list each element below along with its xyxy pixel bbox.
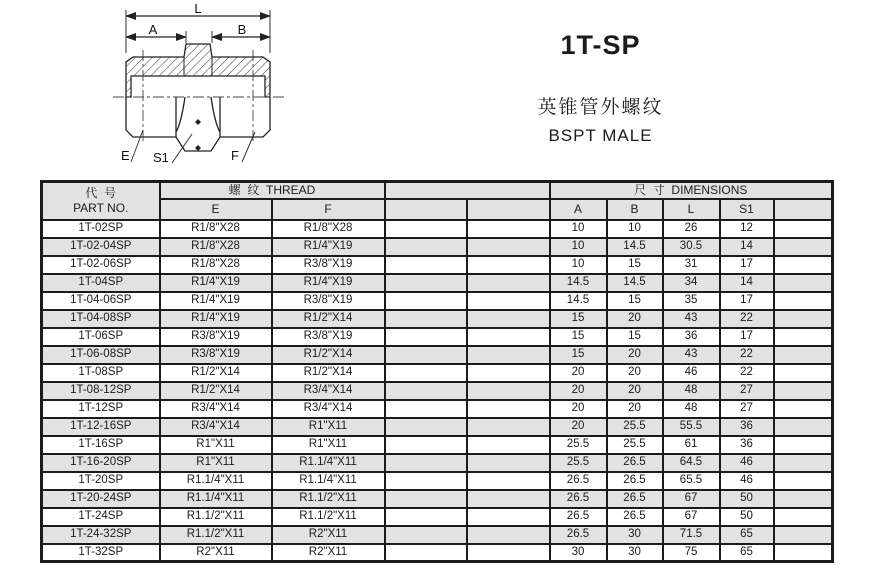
cell-part_no: 1T-12SP <box>42 400 160 418</box>
cell-s1: 22 <box>720 346 774 364</box>
cell-thread_f: R1/4"X19 <box>272 274 385 292</box>
cell-thread_e: R1"X11 <box>160 436 272 454</box>
cell-thread_e: R3/4"X14 <box>160 400 272 418</box>
cell-part_no: 1T-02SP <box>42 220 160 238</box>
cell-thread_f: R1"X11 <box>272 418 385 436</box>
cell-b: 25.5 <box>607 418 663 436</box>
empty-cell <box>467 220 550 238</box>
empty-cell <box>467 544 550 562</box>
empty-cell <box>774 508 833 526</box>
empty-cell <box>774 256 833 274</box>
cell-thread_f: R1/4"X19 <box>272 238 385 256</box>
cell-a: 15 <box>550 310 607 328</box>
column-header-A: A <box>550 199 607 220</box>
cell-thread_f: R3/4"X14 <box>272 400 385 418</box>
empty-cell <box>467 508 550 526</box>
cell-s1: 46 <box>720 454 774 472</box>
column-group-blank <box>385 182 550 199</box>
empty-cell <box>467 346 550 364</box>
title-block <box>453 30 748 146</box>
cell-l: 36 <box>663 328 720 346</box>
empty-cell <box>774 418 833 436</box>
cell-a: 15 <box>550 328 607 346</box>
empty-cell <box>385 508 467 526</box>
empty-cell <box>467 310 550 328</box>
cell-part_no: 1T-02-06SP <box>42 256 160 274</box>
cell-b: 20 <box>607 310 663 328</box>
empty-cell <box>774 364 833 382</box>
cell-a: 26.5 <box>550 526 607 544</box>
cell-thread_f: R1.1/2"X11 <box>272 490 385 508</box>
column-header-part-no <box>42 182 160 220</box>
cell-a: 10 <box>550 256 607 274</box>
cell-a: 20 <box>550 400 607 418</box>
table-row <box>42 310 833 328</box>
empty-cell <box>467 274 550 292</box>
cell-thread_e: R1.1/4"X11 <box>160 472 272 490</box>
empty-cell <box>385 400 467 418</box>
cell-s1: 27 <box>720 382 774 400</box>
cell-thread_f: R2"X11 <box>272 526 385 544</box>
empty-cell <box>385 310 467 328</box>
cell-a: 25.5 <box>550 454 607 472</box>
cell-thread_e: R1.1/2"X11 <box>160 526 272 544</box>
cell-b: 14.5 <box>607 274 663 292</box>
cell-part_no: 1T-08-12SP <box>42 382 160 400</box>
empty-cell <box>385 364 467 382</box>
table-row <box>42 220 833 238</box>
cell-thread_f: R2"X11 <box>272 544 385 562</box>
table-row <box>42 364 833 382</box>
cell-a: 25.5 <box>550 436 607 454</box>
cell-s1: 50 <box>720 508 774 526</box>
cell-a: 10 <box>550 220 607 238</box>
empty-cell <box>467 472 550 490</box>
empty-cell <box>467 526 550 544</box>
cell-a: 20 <box>550 364 607 382</box>
cell-part_no: 1T-08SP <box>42 364 160 382</box>
subtitle-english: BSPT MALE <box>548 126 653 145</box>
table-row <box>42 508 833 526</box>
cell-l: 34 <box>663 274 720 292</box>
cell-thread_e: R1/2"X14 <box>160 364 272 382</box>
empty-cell <box>774 400 833 418</box>
cell-part_no: 1T-02-04SP <box>42 238 160 256</box>
product-code: 1T-SP <box>560 30 641 60</box>
cell-l: 67 <box>663 490 720 508</box>
cell-thread_e: R1/4"X19 <box>160 292 272 310</box>
empty-cell <box>774 436 833 454</box>
cell-a: 26.5 <box>550 508 607 526</box>
cell-thread_e: R1/8"X28 <box>160 220 272 238</box>
cell-thread_e: R3/8"X19 <box>160 328 272 346</box>
empty-cell <box>385 472 467 490</box>
column-header-blank-2 <box>467 199 550 220</box>
empty-cell <box>467 400 550 418</box>
cell-a: 26.5 <box>550 490 607 508</box>
cell-a: 15 <box>550 346 607 364</box>
table-row <box>42 526 833 544</box>
empty-cell <box>774 220 833 238</box>
cell-thread_e: R1/4"X19 <box>160 310 272 328</box>
cell-part_no: 1T-06SP <box>42 328 160 346</box>
column-header-L: L <box>663 199 720 220</box>
spec-table <box>40 180 834 563</box>
empty-cell <box>774 472 833 490</box>
cell-part_no: 1T-20SP <box>42 472 160 490</box>
empty-cell <box>385 346 467 364</box>
table-row <box>42 292 833 310</box>
empty-cell <box>774 328 833 346</box>
fitting-technical-drawing <box>95 4 307 172</box>
empty-cell <box>385 328 467 346</box>
table-row <box>42 256 833 274</box>
empty-cell <box>774 274 833 292</box>
table-row <box>42 382 833 400</box>
table-row <box>42 418 833 436</box>
empty-cell <box>774 238 833 256</box>
empty-cell <box>467 382 550 400</box>
empty-cell <box>385 526 467 544</box>
cell-s1: 22 <box>720 310 774 328</box>
cell-thread_e: R2"X11 <box>160 544 272 562</box>
cell-thread_f: R1/2"X14 <box>272 346 385 364</box>
cell-b: 20 <box>607 364 663 382</box>
cell-s1: 36 <box>720 418 774 436</box>
cell-thread_f: R1.1/4"X11 <box>272 472 385 490</box>
cell-l: 55.5 <box>663 418 720 436</box>
table-row <box>42 400 833 418</box>
cell-s1: 17 <box>720 292 774 310</box>
cell-l: 26 <box>663 220 720 238</box>
cell-s1: 14 <box>720 274 774 292</box>
cell-l: 43 <box>663 346 720 364</box>
cell-l: 31 <box>663 256 720 274</box>
section-cut-upper-body <box>126 44 270 97</box>
part-no-label-cn: 代 号 <box>85 185 117 200</box>
cell-l: 67 <box>663 508 720 526</box>
cell-b: 10 <box>607 220 663 238</box>
table-row <box>42 472 833 490</box>
header-row-subcolumns <box>42 199 833 220</box>
empty-cell <box>467 418 550 436</box>
cell-l: 65.5 <box>663 472 720 490</box>
table-row <box>42 346 833 364</box>
empty-cell <box>774 346 833 364</box>
cell-s1: 65 <box>720 526 774 544</box>
cell-s1: 12 <box>720 220 774 238</box>
dimension-label-A: A <box>148 22 158 37</box>
leader-line-E <box>131 130 143 162</box>
cell-thread_e: R3/8"X19 <box>160 346 272 364</box>
table-row <box>42 454 833 472</box>
cell-s1: 14 <box>720 238 774 256</box>
label-thread-E: E <box>121 148 130 163</box>
empty-cell <box>467 436 550 454</box>
cell-thread_e: R1/8"X28 <box>160 238 272 256</box>
cell-thread_e: R1/2"X14 <box>160 382 272 400</box>
cell-thread_f: R3/8"X19 <box>272 256 385 274</box>
cell-l: 75 <box>663 544 720 562</box>
label-hex-S1: S1 <box>153 150 169 165</box>
cell-s1: 17 <box>720 328 774 346</box>
table-row <box>42 544 833 562</box>
empty-cell <box>774 310 833 328</box>
empty-cell <box>467 238 550 256</box>
spec-table-body <box>42 220 833 562</box>
cell-part_no: 1T-06-08SP <box>42 346 160 364</box>
cell-s1: 17 <box>720 256 774 274</box>
empty-cell <box>774 526 833 544</box>
cell-b: 15 <box>607 256 663 274</box>
label-thread-F: F <box>231 148 239 163</box>
cell-l: 64.5 <box>663 454 720 472</box>
dimension-label-L: L <box>194 4 202 16</box>
empty-cell <box>385 256 467 274</box>
empty-cell <box>774 292 833 310</box>
cell-l: 46 <box>663 364 720 382</box>
empty-cell <box>385 382 467 400</box>
cell-thread_f: R1.1/4"X11 <box>272 454 385 472</box>
cell-b: 25.5 <box>607 436 663 454</box>
cell-thread_f: R3/8"X19 <box>272 292 385 310</box>
cell-thread_f: R3/8"X19 <box>272 328 385 346</box>
header-row-groups <box>42 182 833 199</box>
cell-b: 26.5 <box>607 472 663 490</box>
cell-part_no: 1T-24-32SP <box>42 526 160 544</box>
leader-line-S1 <box>172 134 192 163</box>
cell-a: 20 <box>550 382 607 400</box>
empty-cell <box>774 490 833 508</box>
column-group-thread: 螺 纹 THREAD <box>160 182 385 199</box>
cell-b: 15 <box>607 328 663 346</box>
empty-cell <box>385 220 467 238</box>
table-row <box>42 238 833 256</box>
cell-thread_e: R1/8"X28 <box>160 256 272 274</box>
cell-l: 30.5 <box>663 238 720 256</box>
cell-part_no: 1T-16-20SP <box>42 454 160 472</box>
subtitle-chinese: 英锥管外螺纹 <box>537 97 664 118</box>
cell-s1: 36 <box>720 436 774 454</box>
column-header-blank-1 <box>385 199 467 220</box>
empty-cell <box>467 454 550 472</box>
hex-center-mark <box>195 119 201 125</box>
empty-cell <box>467 328 550 346</box>
cell-b: 20 <box>607 346 663 364</box>
empty-cell <box>385 454 467 472</box>
cell-b: 26.5 <box>607 454 663 472</box>
cell-part_no: 1T-16SP <box>42 436 160 454</box>
cell-part_no: 1T-04-08SP <box>42 310 160 328</box>
empty-cell <box>385 238 467 256</box>
column-group-dimensions: 尺 寸 DIMENSIONS <box>550 182 833 199</box>
table-row <box>42 328 833 346</box>
cell-s1: 22 <box>720 364 774 382</box>
cell-l: 35 <box>663 292 720 310</box>
empty-cell <box>774 382 833 400</box>
cell-b: 30 <box>607 544 663 562</box>
cell-b: 20 <box>607 382 663 400</box>
cell-s1: 27 <box>720 400 774 418</box>
cell-l: 71.5 <box>663 526 720 544</box>
cell-s1: 46 <box>720 472 774 490</box>
cell-thread_e: R1.1/2"X11 <box>160 508 272 526</box>
cell-thread_f: R1/8"X28 <box>272 220 385 238</box>
column-header-F: F <box>272 199 385 220</box>
part-no-label-en: PART NO. <box>73 200 129 215</box>
cell-part_no: 1T-04-06SP <box>42 292 160 310</box>
cell-b: 15 <box>607 292 663 310</box>
cell-thread_f: R1/2"X14 <box>272 364 385 382</box>
cell-thread_f: R1.1/2"X11 <box>272 508 385 526</box>
cell-l: 61 <box>663 436 720 454</box>
empty-cell <box>467 364 550 382</box>
cell-thread_e: R1/4"X19 <box>160 274 272 292</box>
empty-cell <box>385 544 467 562</box>
cell-a: 10 <box>550 238 607 256</box>
cell-b: 26.5 <box>607 490 663 508</box>
cell-a: 30 <box>550 544 607 562</box>
dimension-label-B: B <box>237 22 247 37</box>
cell-s1: 65 <box>720 544 774 562</box>
empty-cell <box>385 292 467 310</box>
hex-bottom-mark <box>195 145 201 151</box>
cell-b: 14.5 <box>607 238 663 256</box>
empty-cell <box>385 436 467 454</box>
column-header-S1: S1 <box>720 199 774 220</box>
empty-cell <box>385 418 467 436</box>
cell-thread_f: R1"X11 <box>272 436 385 454</box>
cell-l: 48 <box>663 382 720 400</box>
cell-part_no: 1T-04SP <box>42 274 160 292</box>
cell-b: 20 <box>607 400 663 418</box>
cell-b: 26.5 <box>607 508 663 526</box>
empty-cell <box>774 544 833 562</box>
cell-s1: 50 <box>720 490 774 508</box>
empty-cell <box>467 490 550 508</box>
empty-cell <box>774 454 833 472</box>
empty-cell <box>467 292 550 310</box>
cell-a: 14.5 <box>550 292 607 310</box>
empty-cell <box>385 490 467 508</box>
cell-l: 48 <box>663 400 720 418</box>
cell-thread_f: R1/2"X14 <box>272 310 385 328</box>
column-header-B: B <box>607 199 663 220</box>
column-header-E: E <box>160 199 272 220</box>
cell-a: 14.5 <box>550 274 607 292</box>
cell-part_no: 1T-12-16SP <box>42 418 160 436</box>
cell-thread_f: R3/4"X14 <box>272 382 385 400</box>
cell-part_no: 1T-32SP <box>42 544 160 562</box>
empty-cell <box>385 274 467 292</box>
cell-thread_e: R3/4"X14 <box>160 418 272 436</box>
table-row <box>42 274 833 292</box>
empty-cell <box>467 256 550 274</box>
table-row <box>42 490 833 508</box>
cell-part_no: 1T-24SP <box>42 508 160 526</box>
cell-b: 30 <box>607 526 663 544</box>
table-row <box>42 436 833 454</box>
cell-l: 43 <box>663 310 720 328</box>
cell-a: 20 <box>550 418 607 436</box>
column-header-blank-3 <box>774 199 833 220</box>
cell-part_no: 1T-20-24SP <box>42 490 160 508</box>
cell-thread_e: R1"X11 <box>160 454 272 472</box>
cell-thread_e: R1.1/4"X11 <box>160 490 272 508</box>
cell-a: 26.5 <box>550 472 607 490</box>
